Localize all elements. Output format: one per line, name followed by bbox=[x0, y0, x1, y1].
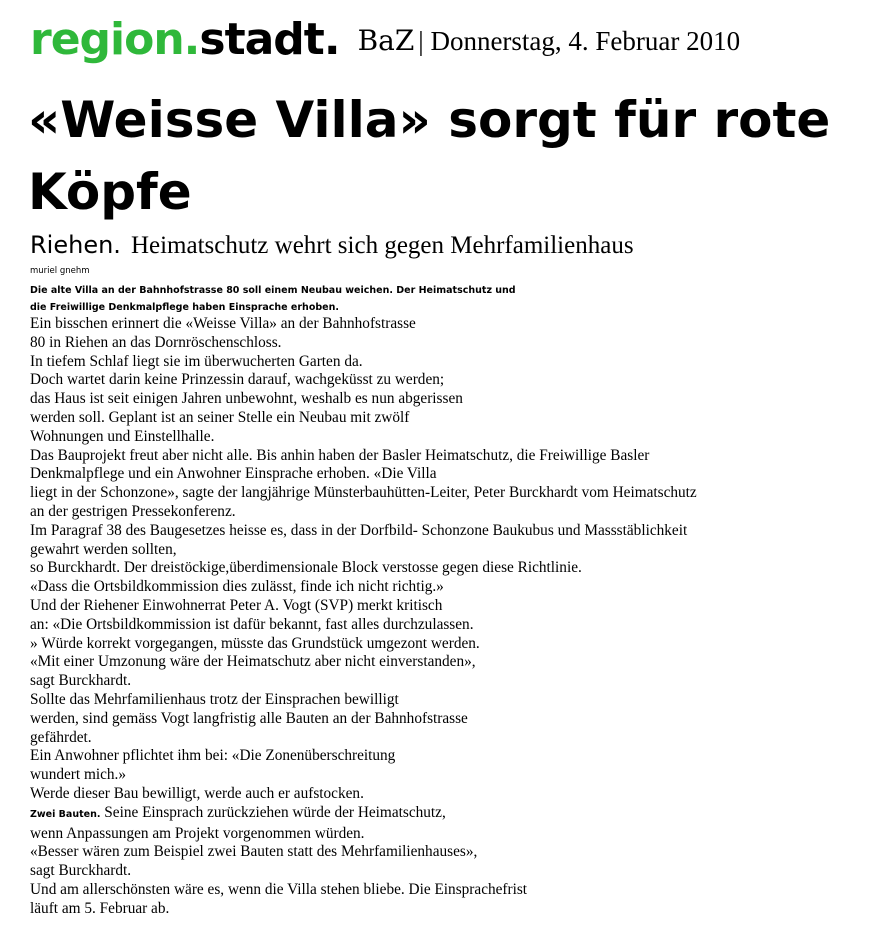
body-line: Ein bisschen erinnert die «Weisse Villa» an der Bahnhofstrasse bbox=[30, 315, 416, 332]
section-logo-stadt: stadt. bbox=[199, 14, 340, 65]
body-line: «Besser wären zum Beispiel zwei Bauten statt des Mehrfamilienhauses», bbox=[30, 843, 478, 861]
masthead bbox=[30, 14, 740, 70]
body-line: Sollte das Mehrfamilienhaus trotz der Einsprachen bewilligt bbox=[30, 690, 399, 708]
body-line: läuft am 5. Februar ab. bbox=[30, 899, 170, 917]
body-line: Denkmalpflege und ein Anwohner Einsprache erhoben. «Die Villa bbox=[30, 465, 437, 483]
body-line: wundert mich.» bbox=[30, 766, 127, 784]
body-line: 80 in Riehen an das Dornröschenschloss. bbox=[30, 333, 282, 351]
body-line: sagt Burckhardt. bbox=[30, 862, 132, 880]
body-line: Das Bauprojekt freut aber nicht alle. Bis anhin haben der Basler Heimatschutz, die Freiwillige Basler bbox=[30, 446, 650, 464]
body-line: so Burckhardt. Der dreistöckige,überdimensionale Block verstosse gegen diese Richtlinie. bbox=[30, 559, 582, 577]
body-line: «Mit einer Umzonung wäre der Heimatschutz aber nicht einverstanden», bbox=[30, 653, 476, 671]
lead-line: Die alte Villa an der Bahnhofstrasse 80 soll einem Neubau weichen. Der Heimatschutz und bbox=[30, 285, 516, 296]
body-line: » Würde korrekt vorgegangen, müsste das Grundstück umgezont werden. bbox=[30, 634, 480, 652]
author-byline: muriel gnehm bbox=[30, 266, 90, 276]
body-line: Wohnungen und Einstellhalle. bbox=[30, 427, 215, 445]
body-line: liegt in der Schonzone», sagte der langjährige Münsterbauhütten-Leiter, Peter Burckhardt vom Heimatschutz bbox=[30, 484, 697, 502]
body-line: gefährdet. bbox=[30, 728, 92, 746]
lead-line: die Freiwillige Denkmalpflege haben Einsprache erhoben. bbox=[30, 302, 339, 313]
publication-name: BaZ bbox=[357, 24, 415, 57]
body-line: gewahrt werden sollten, bbox=[30, 540, 177, 558]
publication-date: | Donnerstag, 4. Februar 2010 bbox=[418, 26, 741, 56]
inline-subheading: Zwei Bauten. bbox=[30, 808, 101, 820]
article-body bbox=[30, 315, 830, 919]
subheadline-text: Heimatschutz wehrt sich gegen Mehrfamilienhaus bbox=[130, 232, 634, 259]
article-lead bbox=[30, 282, 550, 316]
body-line: an: «Die Ortsbildkommission ist dafür bekannt, fast alles durchzulassen. bbox=[30, 615, 474, 633]
body-line: Und der Riehener Einwohnerrat Peter A. Vogt (SVP) merkt kritisch bbox=[30, 596, 443, 614]
body-line: Ein Anwohner pflichtet ihm bei: «Die Zonenüberschreitung bbox=[30, 747, 396, 765]
body-line: Im Paragraf 38 des Baugesetzes heisse es, dass in der Dorfbild- Schonzone Baukubus und Massstäblichkeit bbox=[30, 521, 688, 539]
body-line: das Haus ist seit einigen Jahren unbewohnt, weshalb es nun abgerissen bbox=[30, 390, 463, 408]
body-line: werden soll. Geplant ist an seiner Stelle ein Neubau mit zwölf bbox=[30, 408, 410, 426]
body-line: werden, sind gemäss Vogt langfristig alle Bauten an der Bahnhofstrasse bbox=[30, 709, 468, 727]
inline-subheading-text: Seine Einsprach zurückziehen würde der Heimatschutz, bbox=[100, 803, 446, 821]
body-line: «Dass die Ortsbildkommission dies zulässt, finde ich nicht richtig.» bbox=[30, 578, 444, 596]
section-logo bbox=[30, 14, 340, 65]
body-line bbox=[30, 804, 830, 825]
section-logo-region: region. bbox=[30, 14, 200, 65]
article-headline: «Weisse Villa» sorgt für rote Köpfe bbox=[28, 91, 831, 221]
body-line: Doch wartet darin keine Prinzessin darauf, wachgeküsst zu werden; bbox=[30, 371, 445, 389]
dateline-place: Riehen. bbox=[30, 231, 121, 259]
body-line: In tiefem Schlaf liegt sie im überwucherten Garten da. bbox=[30, 352, 363, 370]
body-line: sagt Burckhardt. bbox=[30, 672, 132, 690]
body-line: an der gestrigen Pressekonferenz. bbox=[30, 502, 236, 520]
body-line: wenn Anpassungen am Projekt vorgenommen würden. bbox=[30, 824, 365, 842]
article-subheadline bbox=[30, 231, 634, 260]
body-line: Und am allerschönsten wäre es, wenn die Villa stehen bliebe. Die Einsprachefrist bbox=[30, 880, 528, 898]
body-line: Werde dieser Bau bewilligt, werde auch er aufstocken. bbox=[30, 784, 364, 802]
